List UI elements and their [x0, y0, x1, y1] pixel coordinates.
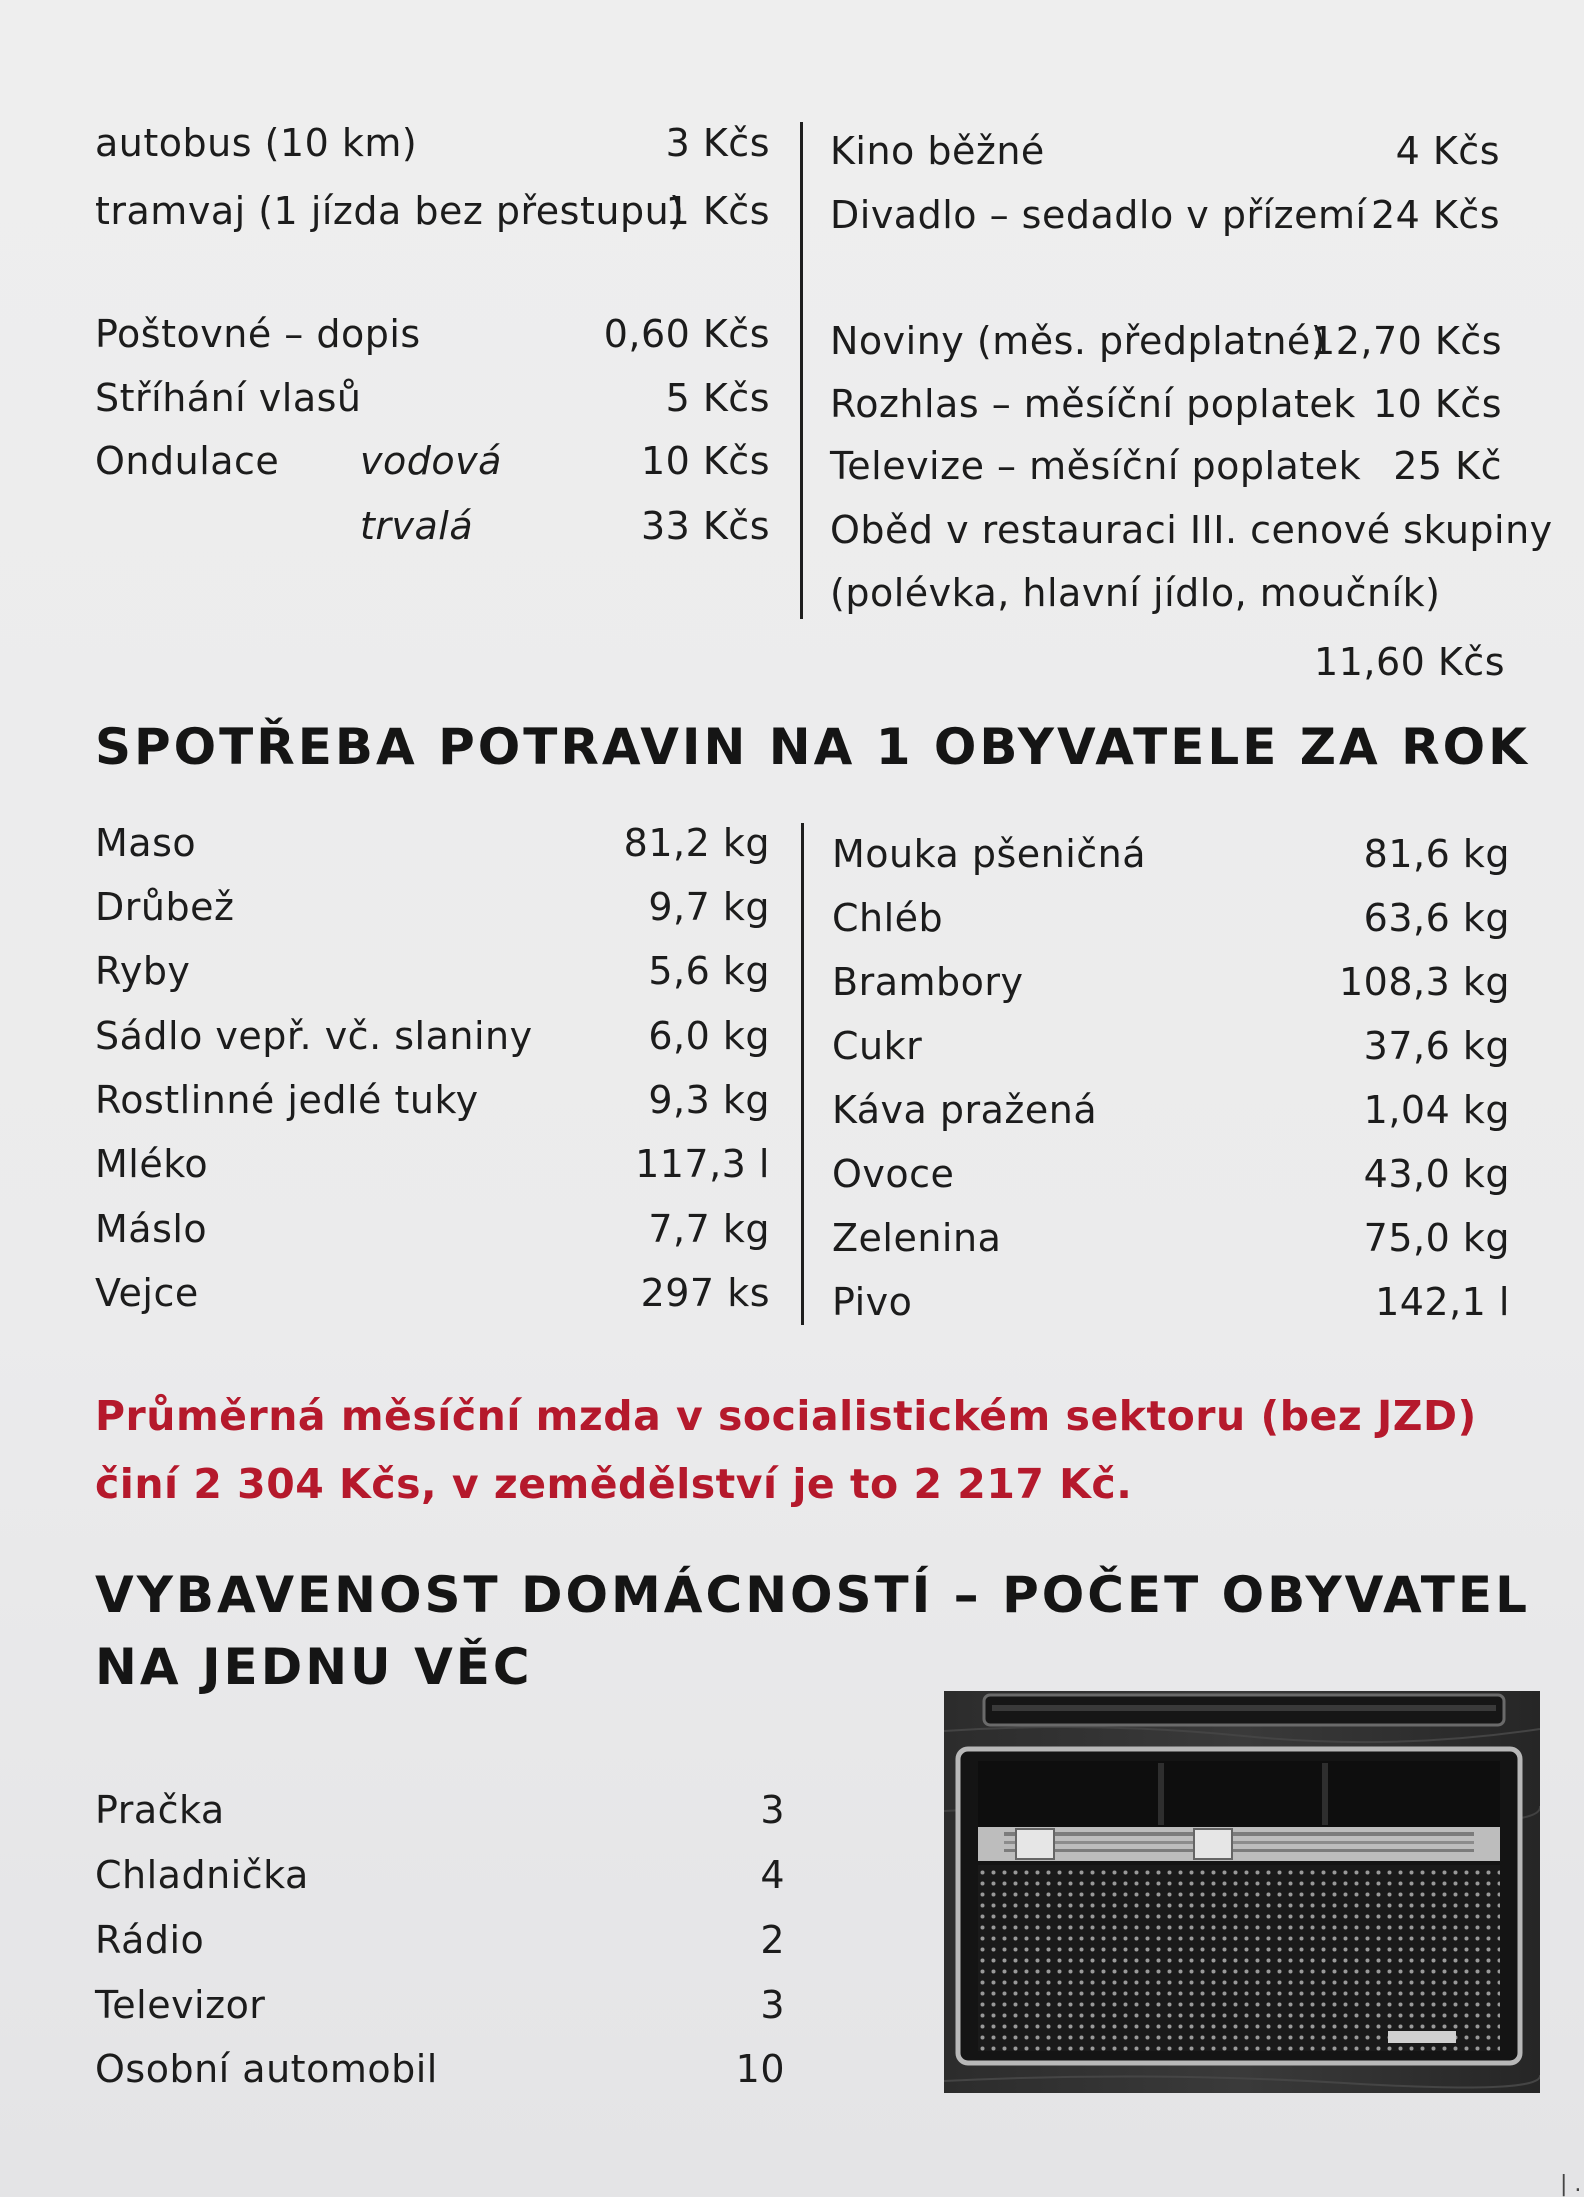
price-label: Rozhlas – měsíční poplatek: [830, 382, 1356, 426]
price-label: Divadlo – sedadlo v přízemí: [830, 193, 1367, 237]
food-value: 117,3 l: [635, 1142, 770, 1186]
food-row: [832, 1149, 1510, 1199]
household-value: 4: [760, 1853, 785, 1897]
radio-illustration: [944, 1691, 1540, 2093]
price-label: Kino běžné: [830, 129, 1045, 173]
price-label: Poštovné – dopis: [95, 312, 421, 356]
price-label: Ondulace: [95, 439, 280, 483]
price-row: [830, 505, 1553, 555]
price-label: (polévka, hlavní jídlo, moučník): [830, 571, 1441, 615]
food-row: [832, 1021, 1510, 1071]
food-value: 37,6 kg: [1363, 1024, 1510, 1068]
food-value: 297 ks: [640, 1271, 770, 1315]
household-label: Rádio: [95, 1918, 205, 1962]
price-label: Oběd v restauraci III. cenové skupiny: [830, 508, 1553, 552]
food-value: 81,2 kg: [623, 821, 770, 865]
household-row: [95, 1915, 785, 1965]
household-row: [95, 1980, 785, 2030]
food-value: 7,7 kg: [648, 1207, 770, 1251]
food-label: Káva pražená: [832, 1088, 1098, 1132]
price-row: [830, 379, 1502, 429]
average-wage-note: [95, 1382, 1495, 1518]
food-row: [95, 1011, 770, 1061]
food-row: [832, 829, 1510, 879]
radio-photo: [944, 1691, 1540, 2093]
food-label: Pivo: [832, 1280, 913, 1324]
price-sublabel: vodová: [360, 439, 502, 483]
food-label: Zelenina: [832, 1216, 1002, 1260]
price-row: [830, 568, 1502, 618]
price-value: 33 Kčs: [640, 504, 770, 548]
page-marker: | .: [1560, 2172, 1582, 2197]
price-value: 25 Kč: [1393, 444, 1502, 488]
food-row: [95, 1139, 770, 1189]
household-value: 3: [760, 1983, 785, 2027]
price-row: [95, 373, 770, 423]
food-value: 9,3 kg: [648, 1078, 770, 1122]
food-label: Mléko: [95, 1142, 209, 1186]
food-value: 108,3 kg: [1339, 960, 1510, 1004]
price-row: [95, 118, 770, 168]
food-row: [95, 1075, 770, 1125]
food-value: 1,04 kg: [1363, 1088, 1510, 1132]
household-label: Pračka: [95, 1788, 225, 1832]
price-value: 10 Kčs: [640, 439, 770, 483]
price-row: [830, 316, 1502, 366]
food-label: Mouka pšeničná: [832, 832, 1147, 876]
household-row: [95, 1850, 785, 1900]
food-row: [95, 946, 770, 996]
food-label: Sádlo vepř. vč. slaniny: [95, 1014, 533, 1058]
household-label: Osobní automobil: [95, 2047, 438, 2091]
food-row: [832, 957, 1510, 1007]
household-section-title: NA JEDNU VĚC: [95, 1638, 533, 1696]
column-divider: [800, 122, 803, 619]
price-label: autobus (10 km): [95, 121, 418, 165]
food-row: [95, 818, 770, 868]
price-row: [830, 126, 1500, 176]
food-row: [832, 1277, 1510, 1327]
household-label: Televizor: [95, 1983, 266, 2027]
food-row: [95, 882, 770, 932]
price-label: Noviny (měs. předplatné): [830, 319, 1327, 363]
household-row: [95, 2044, 785, 2094]
food-label: Chléb: [832, 896, 944, 940]
food-label: Máslo: [95, 1207, 208, 1251]
price-sublabel: trvalá: [360, 504, 474, 548]
food-value: 63,6 kg: [1363, 896, 1510, 940]
price-row: [95, 501, 770, 551]
food-value: 142,1 l: [1375, 1280, 1510, 1324]
food-row: [95, 1268, 770, 1318]
price-value: 1 Kčs: [665, 189, 770, 233]
household-label: Chladnička: [95, 1853, 309, 1897]
price-label: Stříhání vlasů: [95, 376, 362, 420]
price-value: 5 Kčs: [665, 376, 770, 420]
price-value: 0,60 Kčs: [603, 312, 770, 356]
price-row: [95, 186, 770, 236]
food-label: Ryby: [95, 949, 191, 993]
food-value: 75,0 kg: [1363, 1216, 1510, 1260]
price-value: 24 Kčs: [1370, 193, 1500, 237]
food-value: 9,7 kg: [648, 885, 770, 929]
food-value: 6,0 kg: [648, 1014, 770, 1058]
price-value: 10 Kčs: [1372, 382, 1502, 426]
food-label: Vejce: [95, 1271, 199, 1315]
food-label: Maso: [95, 821, 197, 865]
wage-line: Průměrná měsíční mzda v socialistickém sektoru (bez JZD): [95, 1392, 1477, 1440]
price-label: tramvaj (1 jízda bez přestupu): [95, 189, 685, 233]
household-value: 2: [760, 1918, 785, 1962]
price-label: Televize – měsíční poplatek: [830, 444, 1362, 488]
household-section-title: VYBAVENOST DOMÁCNOSTÍ – POČET OBYVATEL: [95, 1566, 1530, 1624]
food-label: Cukr: [832, 1024, 923, 1068]
household-value: 10: [735, 2047, 785, 2091]
food-label: Brambory: [832, 960, 1024, 1004]
price-value: 11,60 Kčs: [1314, 640, 1505, 684]
food-label: Drůbež: [95, 885, 235, 929]
price-row: [830, 190, 1500, 240]
food-row: [832, 1213, 1510, 1263]
price-value: 3 Kčs: [665, 121, 770, 165]
price-value: 4 Kčs: [1395, 129, 1500, 173]
household-value: 3: [760, 1788, 785, 1832]
food-label: Rostlinné jedlé tuky: [95, 1078, 479, 1122]
food-value: 5,6 kg: [648, 949, 770, 993]
price-value: 12,70 Kčs: [1311, 319, 1502, 363]
food-row: [95, 1204, 770, 1254]
food-section-title: SPOTŘEBA POTRAVIN NA 1 OBYVATELE ZA ROK: [95, 718, 1530, 776]
price-row: [95, 309, 770, 359]
food-value: 43,0 kg: [1363, 1152, 1510, 1196]
household-row: [95, 1785, 785, 1835]
food-value: 81,6 kg: [1363, 832, 1510, 876]
price-row: [830, 441, 1502, 491]
food-row: [832, 893, 1510, 943]
price-row: [830, 637, 1505, 687]
wage-line: činí 2 304 Kčs, v zemědělství je to 2 217 Kč.: [95, 1460, 1133, 1508]
food-row: [832, 1085, 1510, 1135]
food-label: Ovoce: [832, 1152, 955, 1196]
price-row: [95, 436, 770, 486]
column-divider: [801, 823, 804, 1325]
